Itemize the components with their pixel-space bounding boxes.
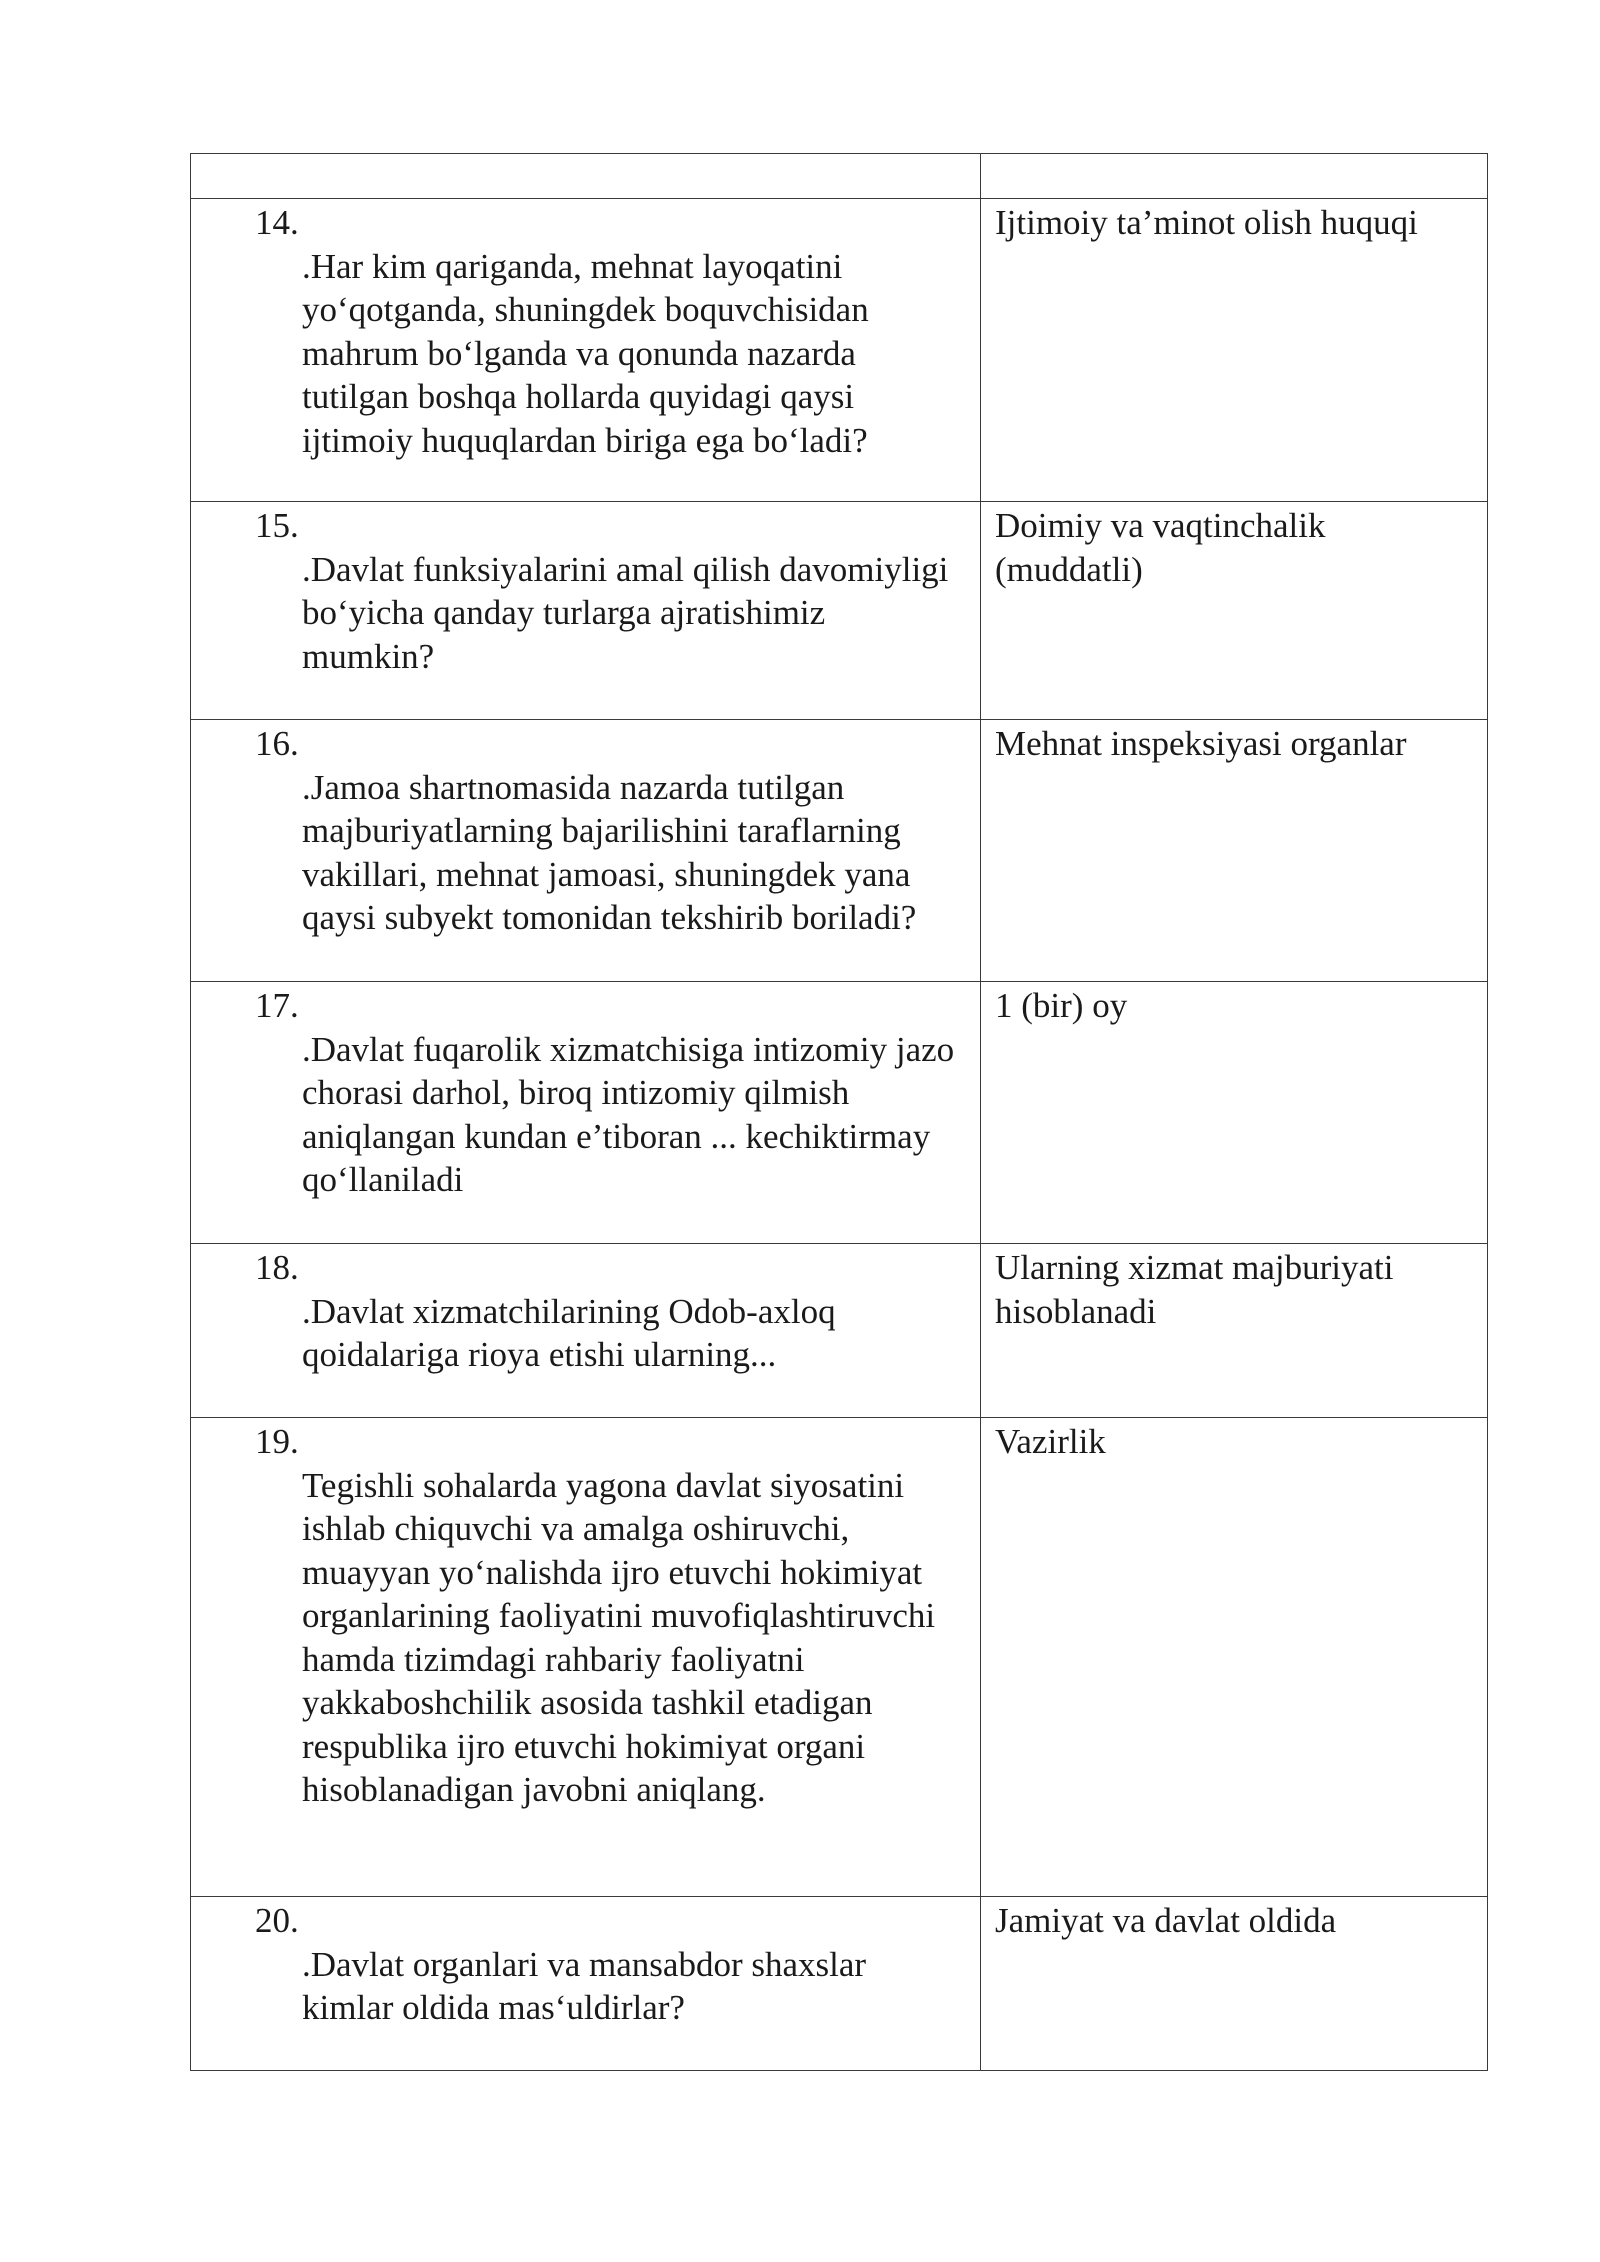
question-number: 16. <box>255 724 299 763</box>
question-text: .Davlat xizmatchilarining Odob-axloq qoidalariga rioya etishi ularning... <box>302 1291 836 1374</box>
question-number: 18. <box>255 1248 299 1287</box>
table-row <box>191 502 1488 720</box>
question-answer-table <box>190 153 1488 2071</box>
table-header-row <box>191 154 1488 199</box>
table-row <box>191 720 1488 982</box>
answer-cell: Mehnat inspeksiyasi organlar <box>981 720 1488 982</box>
question-text: .Davlat organlari va mansabdor shaxslar kimlar oldida mas‘uldirlar? <box>302 1944 867 2027</box>
answer-cell: Vazirlik <box>981 1418 1488 1897</box>
answer-cell: Ularning xizmat majburiyati hisoblanadi <box>981 1244 1488 1418</box>
table-row <box>191 199 1488 502</box>
question-number: 14. <box>255 203 299 242</box>
question-cell <box>191 982 981 1244</box>
question-text: .Davlat fuqarolik xizmatchisiga intizomiy jazo chorasi darhol, biroq intizomiy qilmish aniqlangan kundan e’tiboran ... kechiktirmay qo‘llaniladi <box>302 1029 955 1199</box>
answer-cell: Ijtimoiy ta’minot olish huquqi <box>981 199 1488 502</box>
question-text: .Davlat funksiyalarini amal qilish davomiyligi bo‘yicha qanday turlarga ajratishimiz mumkin? <box>302 549 949 676</box>
question-cell <box>191 1244 981 1418</box>
answer-cell: Doimiy va vaqtinchalik (muddatli) <box>981 502 1488 720</box>
question-text: .Jamoa shartnomasida nazarda tutilgan majburiyatlarning bajarilishini taraflarning vakillari, mehnat jamoasi, shuningdek yana qaysi subyekt tomonidan tekshirib boriladi? <box>302 767 917 937</box>
table-row <box>191 1418 1488 1897</box>
question-number: 17. <box>255 986 299 1025</box>
empty-cell <box>981 154 1488 199</box>
question-cell <box>191 1897 981 2071</box>
answer-cell: 1 (bir) oy <box>981 982 1488 1244</box>
question-number: 15. <box>255 506 299 545</box>
question-cell <box>191 720 981 982</box>
table-row <box>191 982 1488 1244</box>
question-cell <box>191 1418 981 1897</box>
question-text: Tegishli sohalarda yagona davlat siyosatini ishlab chiquvchi va amalga oshiruvchi, muayyan yo‘nalishda ijro etuvchi hokimiyat organlarining faoliyatini muvofiqlashtiruvchi hamda tizimdagi rahbariy faoliyatni yakkaboshchilik asosida tashkil etadigan respublika ijro etuvchi hokimiyat organi hisoblanadigan javobni aniqlang. <box>302 1465 936 1809</box>
question-text: .Har kim qariganda, mehnat layoqatini yo‘qotganda, shuningdek boquvchisidan mahrum bo‘lganda va qonunda nazarda tutilgan boshqa hollarda quyidagi qaysi ijtimoiy huquqlardan biriga ega bo‘ladi? <box>302 246 869 460</box>
question-number: 20. <box>255 1901 299 1940</box>
question-number: 19. <box>255 1422 299 1461</box>
answer-cell: Jamiyat va davlat oldida <box>981 1897 1488 2071</box>
table-row <box>191 1244 1488 1418</box>
question-cell <box>191 502 981 720</box>
empty-cell <box>191 154 981 199</box>
question-cell <box>191 199 981 502</box>
table-row <box>191 1897 1488 2071</box>
